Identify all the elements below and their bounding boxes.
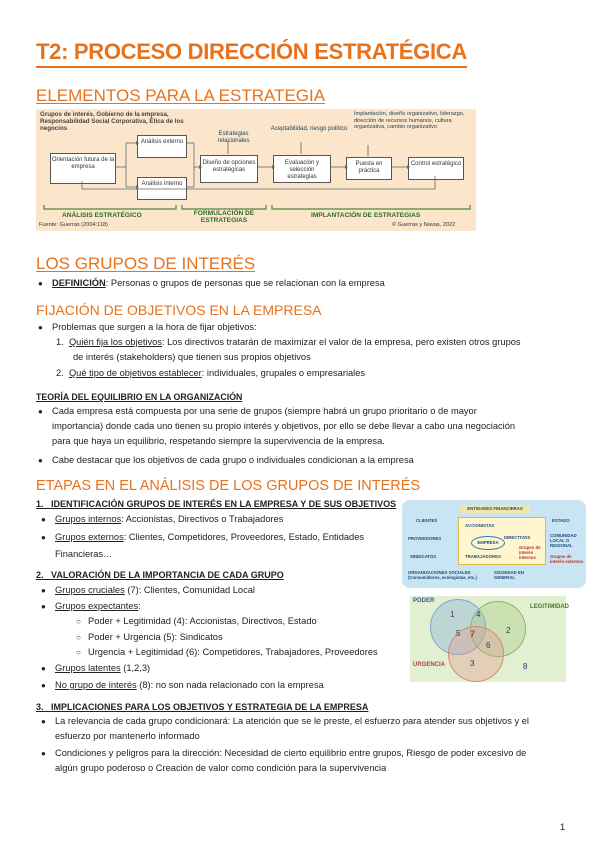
stage-2-bullet-4: ● No grupo de interés (8): no son nada relacionado con la empresa [55,678,324,693]
band-implantacion: IMPLANTACIÓN DE ESTRATEGIAS [311,212,421,219]
venn-n8: 8 [523,662,528,671]
stage-2-bullet-1: ● Grupos cruciales (7): Clientes, Comunidad Local [55,583,255,598]
bullet-icon: ● [38,279,43,288]
stage-3-title: 3. IMPLICACIONES PARA LOS OBJETIVOS Y ESTRATEGIA DE LA EMPRESA [36,702,369,712]
venn-n4: 4 [476,610,481,619]
box-evaluacion: Evaluación y selección estrategias [273,155,331,183]
stage-2-sub-1: ○ Poder + Legitimidad (4): Accionistas, Directivos, Estado [88,614,317,629]
bullet-icon: ● [41,664,46,673]
venn-n1: 1 [450,610,455,619]
stage-3-paragraph-2: ● Condiciones y peligros para la dirección: Necesidad de cierto equilibrio entre grupos, Riesgo de poder excesivo de algún grupo poderoso o Creación de valor como condición para la supervivencia [41,748,527,773]
box-puesta: Puesta en práctica [346,157,392,180]
diagram-strategy-text: Estrategias relacionales [217,131,250,144]
venn-label-urgencia: URGENCIA [413,662,446,668]
problems-intro: ● Problemas que surgen a la hora de fijar objetivos: [52,320,257,335]
map-empresa: EMPRESA [471,536,505,550]
stage-2-bullet-3: ● Grupos latentes (1,2,3) [55,661,150,676]
stage-2-title: 2. VALORACIÓN DE LA IMPORTANCIA DE CADA GRUPO [36,570,284,580]
bullet-icon: ● [38,456,43,465]
box-orientacion: Orientación futura de la empresa [50,153,116,184]
section-heading-grupos: LOS GRUPOS DE INTERÉS [36,254,256,273]
circle-bullet-icon: ○ [76,648,81,657]
band-analisis: ANÁLISIS ESTRATÉGICO [62,212,142,219]
page-title: T2: PROCESO DIRECCIÓN ESTRATÉGICA [36,38,467,68]
stage-2-bullet-2: ● Grupos expectantes: [55,599,141,614]
diagram-top-text: Grupos de interés, Gobierno de la empresa, Responsabilidad Social Corporativa, Ética de los negocios [40,111,184,132]
problem-item-2: 2. Qué tipo de objetivos establecer: individuales, grupales o empresariales [56,368,366,378]
venn-label-poder: PODER [413,598,435,604]
theory-paragraph-1: ● Cada empresa está compuesta por una serie de grupos (siempre habrá un grupo prioritario o de mayor importancia) donde cada uno tienen su propio interés y objetivos, por ello se debe llevar a cabo una negociación para que haya un equilibrio, respetando siempre la supervivencia de la empresa. [38,406,516,446]
bullet-icon: ● [41,717,46,726]
box-analisis-externo: Análisis externo [137,135,187,158]
map-inner-box [458,517,546,565]
map-accionistas: ACCIONISTAS [465,523,495,528]
box-diseno: Diseño de opciones estratégicas [200,155,258,183]
strategy-process-diagram [36,109,476,231]
venn-n7: 7 [470,629,476,639]
bullet-icon: ● [41,586,46,595]
box-control: Control estratégico [408,157,464,180]
bullet-icon: ● [38,407,43,416]
map-grupos-ext: Grupos de interés externos [550,554,584,564]
problem-item-1-cont: de interés (stakeholders) que tienen sus propios objetivos [73,352,311,362]
stage-1-bullet-1: ● Grupos internos: Accionistas, Directivos o Trabajadores [55,512,283,527]
bullet-icon: ● [41,602,46,611]
stage-2-sub-3: ○ Urgencia + Legitimidad (6): Competidores, Trabajadores, Proveedores [88,645,378,660]
stage-2-sub-2: ○ Poder + Urgencia (5): Sindicatos [88,630,223,645]
box-analisis-interno: Análisis interno [137,177,187,200]
map-org-soc: ORGANIZACIONES SOCIALES (Consumidores, ecologistas, etc.) [408,570,477,580]
map-sociedad: SOCIEDAD EN GENERAL [494,570,524,580]
map-entidades: ENTIDADES FINANCIERAS [460,505,530,514]
diagram-source: Fuente: Guerras (2004:118) [39,222,108,228]
venn-n5: 5 [456,629,461,638]
stage-3-paragraph-1: ● La relevancia de cada grupo condicionará: La atención que se le preste, el esfuerzo para atender sus objetivos y el esfuerzo por mantenerlo informado [41,716,529,741]
theory-heading: TEORÍA DEL EQUILIBRIO EN LA ORGANIZACIÓN [36,392,243,402]
bullet-icon: ● [41,681,46,690]
map-sindicatos: SINDICATOS [410,554,437,559]
theory-paragraph-2: ● Cabe destacar que los objetivos de cada grupo o individuales condicionan a la empresa [52,453,414,468]
section-heading-fijacion: FIJACIÓN DE OBJETIVOS EN LA EMPRESA [36,302,322,318]
map-estado: ESTADO [552,518,570,523]
band-formulacion: FORMULACIÓN DE ESTRATEGIAS [193,210,255,224]
bullet-icon: ● [41,749,46,758]
map-trabajadores: TRABAJADORES [465,554,501,559]
problem-item-1: 1. Quién fija los objetivos: Los directivos tratarán de maximizar el valor de la empresa, pero existen otros grupos [56,337,521,347]
diagram-accept-text: Aceptabilidad, riesgo político [270,126,348,132]
salience-venn-diagram [410,596,569,682]
map-directivos: DIRECTIVOS [504,535,531,540]
circle-bullet-icon: ○ [76,617,81,626]
venn-n3: 3 [470,659,475,668]
bullet-icon: ● [41,515,46,524]
diagram-copyright: © Guerras y Navas, 2022 [392,222,456,228]
map-clientes: CLIENTES [416,518,438,523]
venn-n6: 6 [486,641,491,650]
stakeholder-map [402,500,586,588]
map-comunidad: COMUNIDAD LOCAL O REGIONAL [550,533,577,548]
bullet-icon: ● [38,323,43,332]
section-heading-elementos: ELEMENTOS PARA LA ESTRATEGIA [36,86,326,105]
diagram-impl-text: Implantación, diseño organizativo, liderazgo, dirección de recursos humanos, cultura organizativa, cambio organizativo [354,111,465,131]
page-number: 1 [560,822,566,832]
definition-line: ● DEFINICIÓN: Personas o grupos de personas que se relacionan con la empresa [52,276,385,291]
map-proveedores: PROVEEDORES [408,536,442,541]
circle-bullet-icon: ○ [76,633,81,642]
stage-1-bullet-2: ● Grupos externos: Clientes, Competidores, Proveedores, Estado, Entidades Financieras… [41,532,365,559]
bullet-icon: ● [41,533,46,542]
section-heading-etapas: ETAPAS EN EL ANÁLISIS DE LOS GRUPOS DE INTERÉS [36,478,421,494]
stage-1-title: 1. IDENTIFICACIÓN GRUPOS DE INTERÉS EN LA EMPRESA Y DE SUS OBJETIVOS [36,499,397,509]
venn-n2: 2 [506,626,511,635]
venn-label-legitimidad: LEGITIMIDAD [530,604,569,610]
map-grupos-int: Grupos de interés internos [519,545,541,560]
